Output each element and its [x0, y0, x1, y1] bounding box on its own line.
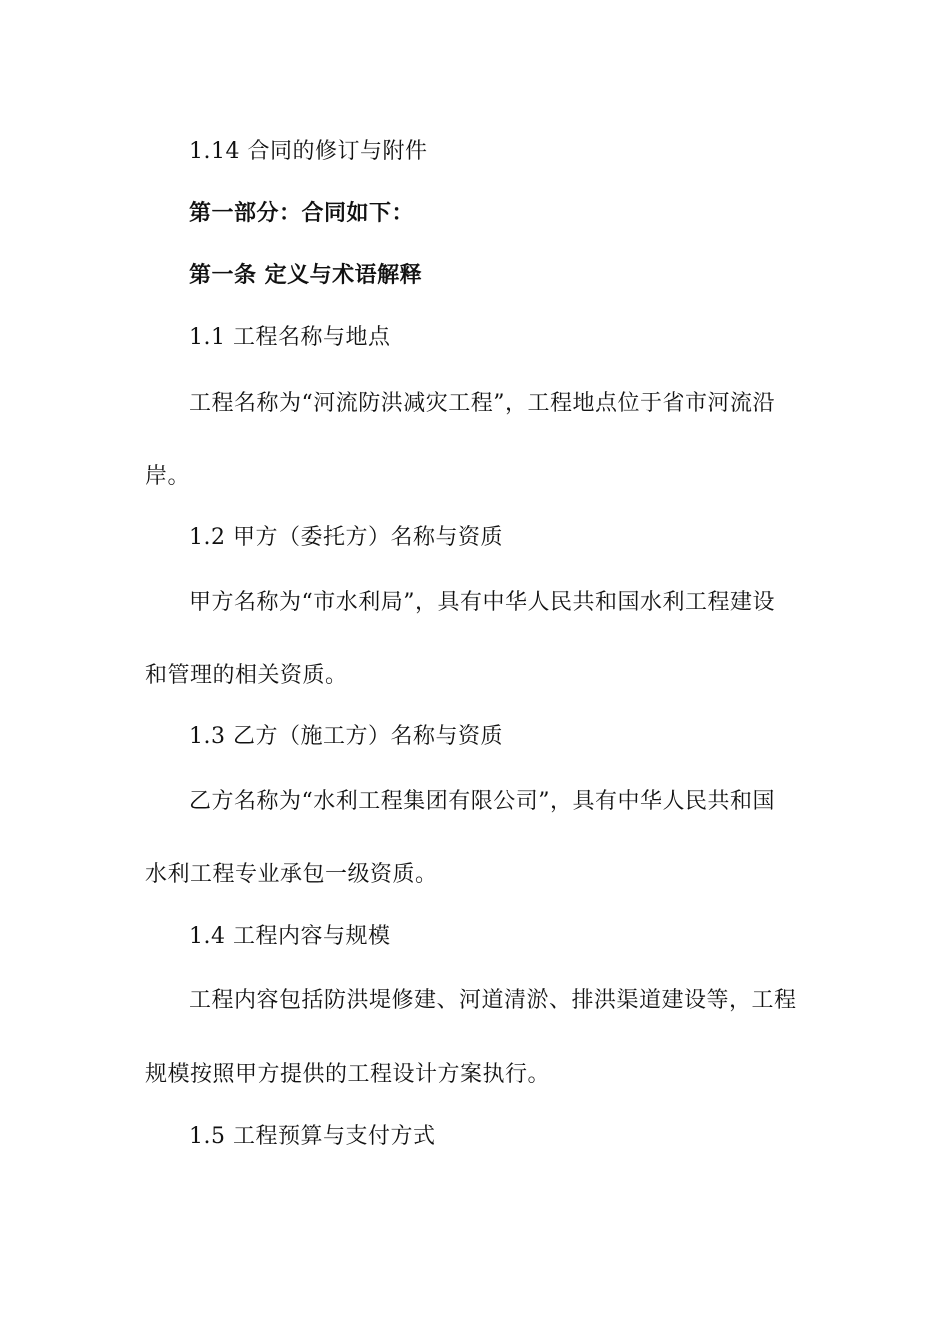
- paragraph-line: 岸。: [145, 464, 191, 489]
- paragraph-line: 水利工程专业承包一级资质。: [145, 862, 438, 887]
- paragraph-line: 乙方名称为“水利工程集团有限公司”，具有中华人民共和国: [189, 789, 775, 814]
- section-heading-1-3: 1.3 乙方（施工方）名称与资质: [189, 724, 503, 749]
- section-heading-1-5: 1.5 工程预算与支付方式: [189, 1124, 436, 1149]
- paragraph-line: 甲方名称为“市水利局”，具有中华人民共和国水利工程建设: [189, 590, 775, 615]
- section-heading-1-4: 1.4 工程内容与规模: [189, 924, 391, 949]
- part-heading: 第一部分：合同如下：: [189, 201, 415, 226]
- paragraph-line: 工程名称为“河流防洪减灾工程”，工程地点位于省市河流沿: [189, 391, 775, 416]
- section-heading-1-1: 1.1 工程名称与地点: [189, 325, 391, 350]
- paragraph-line: 工程内容包括防洪堤修建、河道清淤、排洪渠道建设等，工程: [189, 988, 797, 1013]
- article-heading: 第一条 定义与术语解释: [189, 263, 423, 288]
- paragraph-line: 规模按照甲方提供的工程设计方案执行。: [145, 1062, 551, 1087]
- paragraph-line: 和管理的相关资质。: [145, 663, 348, 688]
- section-heading-1-2: 1.2 甲方（委托方）名称与资质: [189, 525, 503, 550]
- section-heading-1-14: 1.14 合同的修订与附件: [189, 139, 428, 164]
